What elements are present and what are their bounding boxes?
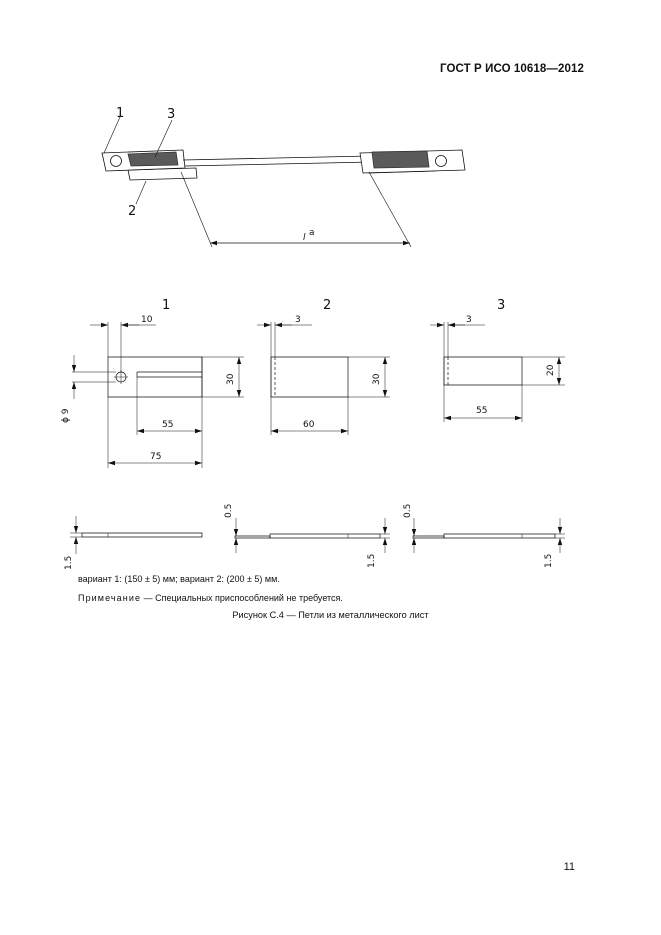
v2-side-top: 0.5 <box>224 503 234 518</box>
length-label: l <box>303 233 306 243</box>
callout-3: 3 <box>167 107 176 122</box>
top-perspective-view <box>102 117 465 247</box>
v3-tab-width: 3 <box>466 315 472 325</box>
v3-side-top: 0.5 <box>403 503 413 518</box>
variant-3-side-view <box>413 518 565 553</box>
v1-slot-length: 55 <box>162 420 174 430</box>
figure-caption: Рисунок С.4 — Петли из металлического лист <box>232 610 429 620</box>
v1-tab-width: 10 <box>141 315 153 325</box>
remark <box>78 593 343 603</box>
variant-note: вариант 1: (150 ± 5) мм; вариант 2: (200 ± 5) мм. <box>78 574 280 584</box>
v3-length: 55 <box>476 406 488 416</box>
v1-total-length: 75 <box>150 452 162 462</box>
v3-side-thickness: 1.5 <box>544 553 554 568</box>
v2-tab-width: 3 <box>295 315 301 325</box>
page-number: 11 <box>563 861 575 873</box>
variant-1-label: 1 <box>162 298 171 313</box>
remark-text: — Специальных приспособлений не требуется. <box>141 593 343 603</box>
variant-1-plan <box>72 322 244 468</box>
v1-side-thickness: 1.5 <box>64 555 74 570</box>
remark-label: Примечание <box>78 593 142 603</box>
v3-height: 20 <box>546 364 556 376</box>
callout-1: 1 <box>116 106 125 121</box>
callout-2: 2 <box>128 204 137 219</box>
v1-height: 30 <box>226 373 236 385</box>
variant-2-label: 2 <box>323 298 332 313</box>
v2-side-thickness: 1.5 <box>367 553 377 568</box>
v1-hole-diameter: ϕ 9 <box>61 408 71 423</box>
variant-3-plan <box>430 322 565 422</box>
v2-height: 30 <box>372 373 382 385</box>
document-header: ГОСТ Р ИСО 10618—2012 <box>439 63 584 75</box>
variant-2-plan <box>257 322 390 435</box>
length-superscript: a <box>309 228 315 238</box>
variant-1-side-view <box>70 516 202 554</box>
variant-2-side-view <box>235 518 390 553</box>
v2-length: 60 <box>303 420 315 430</box>
variant-3-label: 3 <box>497 298 506 313</box>
